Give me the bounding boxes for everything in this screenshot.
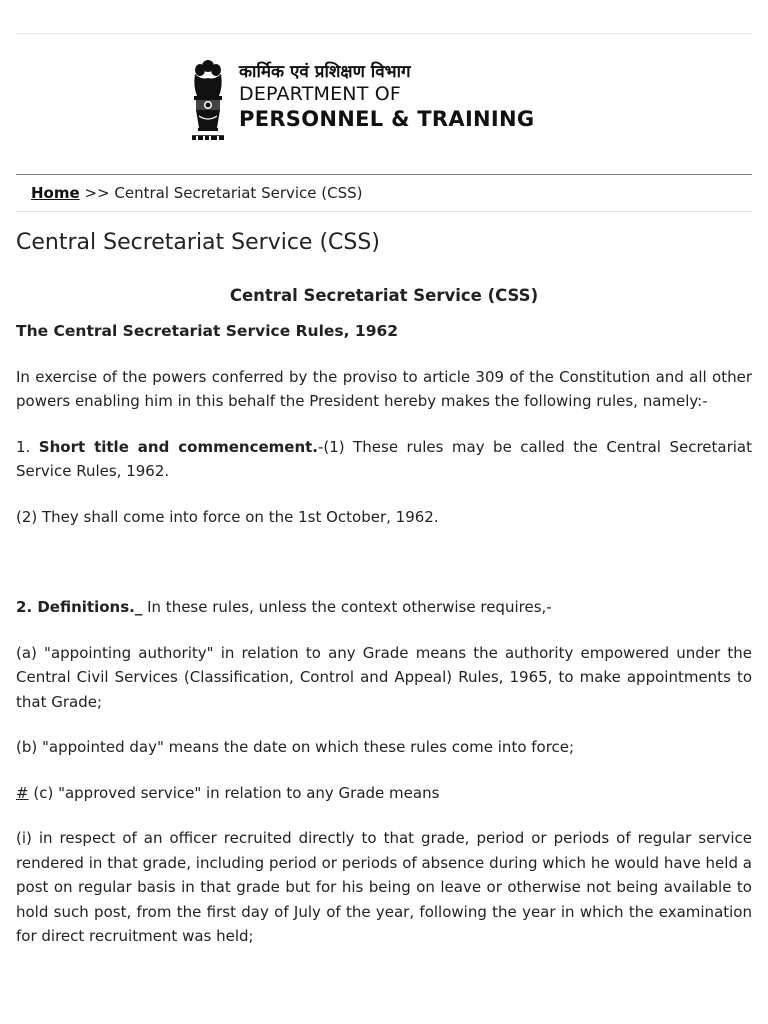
breadcrumb-home-link[interactable]: Home xyxy=(31,184,80,202)
intro-paragraph: In exercise of the powers conferred by the proviso to article 309 of the Constitution and all other powers enabling him in this behalf the President hereby makes the following rules, namely:- xyxy=(16,367,752,410)
rule-1-2-paragraph: (2) They shall come into force on the 1st October, 1962. xyxy=(16,507,439,526)
rule-2-number: 2 xyxy=(16,598,27,616)
document-body xyxy=(16,283,752,949)
definition-a: (a) "appointing authority" in relation to any Grade means the authority empowered under the Central Civil Services (Classification, Control and Appeal) Rules, 1965, to make appointments to that Grade; xyxy=(16,643,752,711)
site-header xyxy=(189,56,609,148)
rule-1-text: -(1) These rules may be called the Central Secretariat Service Rules, 1962. xyxy=(16,437,752,480)
definition-c-text: (c) "approved service" in relation to any Grade means xyxy=(28,783,440,802)
rule-2-paragraph xyxy=(16,595,752,620)
page-title: Central Secretariat Service (CSS) xyxy=(16,230,380,255)
department-name-line1: DEPARTMENT OF xyxy=(239,83,402,105)
department-name-hindi: कार्मिक एवं प्रशिक्षण विभाग xyxy=(239,62,411,82)
document-heading: Central Secretariat Service (CSS) xyxy=(229,286,539,305)
rules-title: The Central Secretariat Service Rules, 1962 xyxy=(16,322,399,340)
definition-b: (b) "appointed day" means the date on which these rules come into force; xyxy=(16,738,575,756)
definition-c-anchor-link[interactable]: # xyxy=(16,783,29,802)
department-brand xyxy=(239,62,534,132)
department-name-line2: PERSONNEL & TRAINING xyxy=(239,107,535,131)
rule-2-text: In these rules, unless the context otherwise requires,- xyxy=(142,598,552,616)
definition-c-i: (i) in respect of an officer recruited directly to that grade, period or periods of regular service rendered in that grade, including period or periods of absence during which he would have held a post on regular basis in that grade but for his being on leave or otherwise not being available to hold such post, from the first day of July of the year, following the year in which the examination for direct recruitment was held; xyxy=(16,829,752,945)
rule-1-title: Short title and commencement. xyxy=(38,437,318,456)
definition-c xyxy=(16,781,752,806)
rule-2-title: . Definitions._ xyxy=(26,598,143,616)
top-divider xyxy=(16,33,752,34)
breadcrumb-separator: >> xyxy=(84,184,110,202)
national-emblem-icon xyxy=(189,56,227,146)
rule-1-paragraph xyxy=(16,435,752,484)
breadcrumb xyxy=(16,174,752,212)
rule-1-number: 1. xyxy=(16,437,31,456)
breadcrumb-current: Central Secretariat Service (CSS) xyxy=(114,184,363,202)
